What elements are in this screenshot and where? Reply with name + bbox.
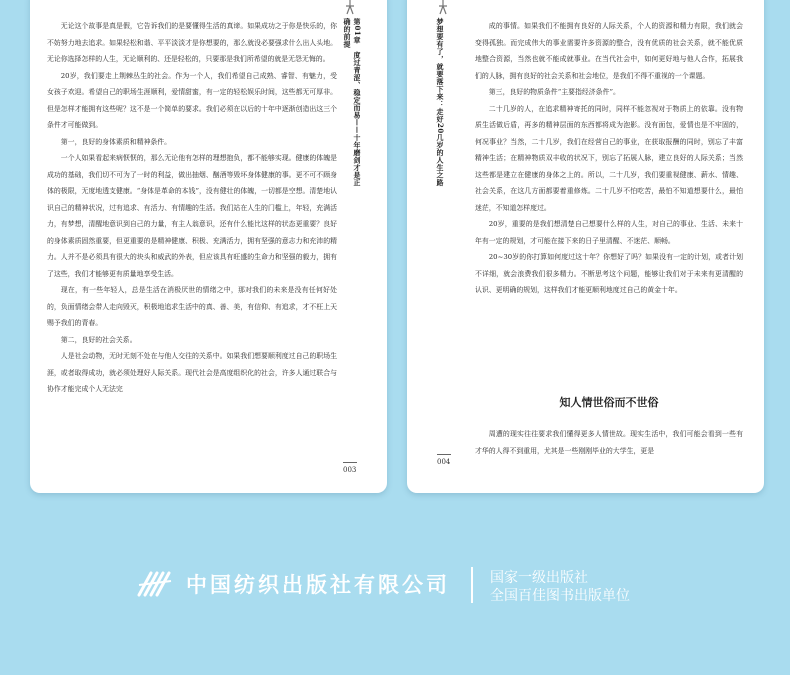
paragraph: 现在，有一些年轻人，总是生活在消极厌世的情绪之中，那对我们的未来是没有任何好处的，负面情绪会带人走向毁灭，积极地追求生活中的真、善、美，有信仰、有追求，才不枉上天赐予我们的青春。 [47,286,337,327]
paragraph: 成的事情。如果我们不能拥有良好的人际关系，个人的资源和精力有限，我们就会变得孤独。而完成伟大的事业需要许多资源的整合，没有优质的社会关系，就不能优质地整合资源，当然也就不能成就事业。在当代社会中，如何更好地与他人合作，拓展我们的人脉，拥有良好的社会关系和社会地位，是我们不得不重视的一个课题。 [475,22,743,80]
paragraph: 无论这个故事是真是假，它告诉我们的是要懂得生活的真谛。如果成功之于你是快乐的，你不妨努力地去追求。如果轻松和谐、平平淡淡才是你想要的，那么就没必要强求什么出人头地。无论你选择怎样的人生，无论顺利的、还是轻松的，只要那是我们所希望的就是无怨无悔的。 [47,22,337,63]
page-number-rule [437,454,451,455]
paragraph: 第三，良好的物质条件“主要指经济条件”。 [488,88,620,96]
paragraph: 二十几岁的人，在追求精神寄托的同时，同样不能忽视对于物质上的依靠。没有物质生活做后盾，再多的精神层面的东西都将成为泡影。没有面包，爱情也是不牢固的，何况事业？当然，二十几岁，我们在经营自己的事业，在获取报酬的同时，别忘了丰富精神生活；在精神物质双丰收的状况下，别忘了拓展人脉，建立良好的人际关系；当然这些都是建立在健康的身体之上的。所以，二十几岁，我们要重视健康、薪水、情趣、社会关系，在这几方面都要着重修炼。二十几岁不怕吃苦，最怕不知道想要什么，最怕迷茫，不知道怎样度过。 [475,104,743,212]
paragraph: 一个人如果看起来病恹恹的，那么无论他有怎样的理想抱负，都不能够实现。健康的体魄是成功的基础，我们切不可为了一时的利益，做出抽烟、酗酒等毁坏身体健康的事。更不可不顾身体的极限，无度地透支健康。“身体是革命的本钱”，没有健壮的体魄，一切都是空想。清楚地认识自己的精神状况，过有追求、有活力、有情趣的生活。我们站在人生的门槛上，年轻，充满活力，有梦想，清醒地意识到自己的力量，有主人翁意识，还有什么能比这样的状态更重要？良好的身体素质固然重要，但更重要的是精神健康、积极、充满活力，拥有坚强的意志力和充沛的精力。人并不是必须具有很大的块头和威武的外表，但应该具有旺盛的生命力和坚强的毅力，拥有了这些，我们才能够更有质量地享受生活。 [47,154,337,278]
page-number-rule [343,462,357,463]
figure-illustration-icon [436,0,450,16]
book-runner: 梦想要有了，就要落下来：走好20几岁的人生之路 [436,18,445,187]
footer-divider [471,567,473,603]
left-page [30,0,387,493]
section-title: 知人情世俗而不世俗 [559,396,659,409]
paragraph: 人是社会动物，无时无刻不处在与他人交往的关系中。如果我们想要顺利度过自己的职场生涯，或者取得成功，就必须处理好人际关系。现代社会是高度组织化的社会，许多人通过联合与协作才能完成个人无法完 [47,352,337,393]
paragraph: 20岁，重要的是我们想清楚自己想要什么样的人生，对自己的事业、生活、未来十年有一定的规划，才可能在接下来的日子里清醒、不迷茫、顺畅。 [475,220,743,245]
publisher-slogan: 国家一级出版社 [490,570,588,586]
publisher-footer [0,555,790,615]
page-number: 003 [343,466,357,474]
publisher-name: 中国纺织出版社有限公司 [186,572,450,597]
paragraph: 20~30岁的你打算如何度过这十年？你想好了吗？如果没有一定的计划，或者计划不详细，就会浪费我们很多精力。不断思考这个问题，能够让我们对于未来有更清醒的认识、更明确的规划，这样我们才能更顺利地度过自己的黄金十年。 [475,253,743,294]
publisher-slogan: 全国百佳图书出版单位 [490,588,630,604]
right-page [407,0,764,493]
section-body [475,426,743,459]
paragraph: 20岁，我们要走上荆棘丛生的社会。作为一个人，我们希望自己成熟、睿智、有魅力，受女孩子欢迎。希望自己的职场生涯顺利，爱情甜蜜，有一定的轻松娱乐时间，这些都无可厚非。但是怎样才能拥有这些呢？这不是一个简单的要求。我们必须在以后的十年中逐渐创造出这三个条件才可能做到。 [47,71,337,129]
paragraph: 第一，良好的身体素质和精神条件。 [60,137,172,146]
figure-illustration-icon [343,0,357,16]
paragraph: 第二，良好的社会关系。 [60,335,137,344]
right-page-body [475,18,743,299]
chapter-runner: 第01章 度过青涩、稳定而易——十年磨剑才是正确的前提 [343,18,362,187]
left-page-body [47,18,337,398]
paragraph: 周遭的现实往往要求我们懂得更多人情世故。现实生活中，我们可能会看到一些有才华的人得不到重用，尤其是一些刚刚毕业的大学生，更是 [475,430,743,455]
publisher-logo-icon [137,569,173,597]
page-number: 004 [437,458,451,466]
